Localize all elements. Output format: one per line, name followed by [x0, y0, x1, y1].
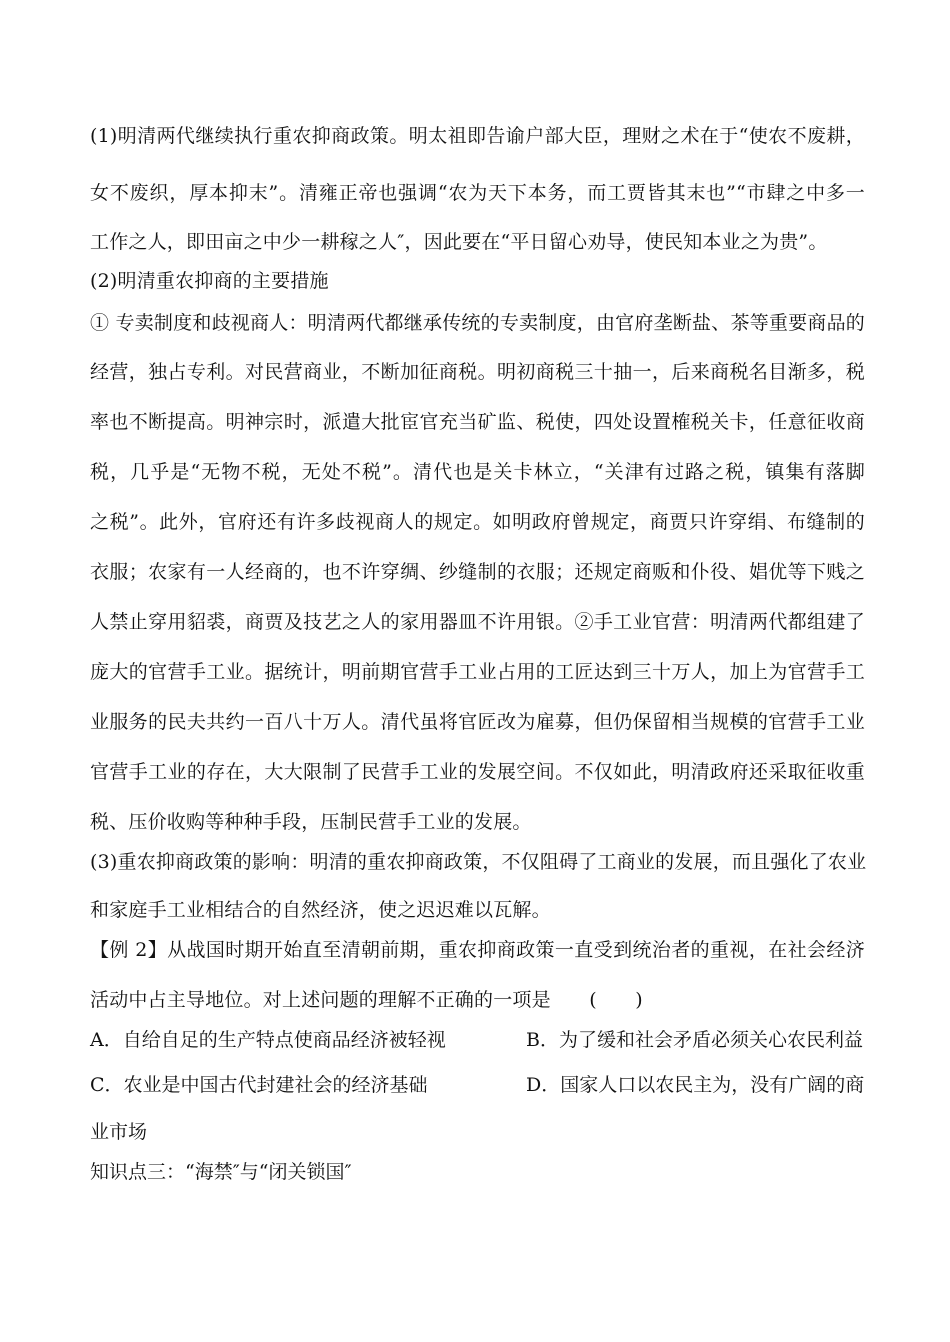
paragraph-line: 经营，独占专利。对民营商业，不断加征商税。明初商税三十抽一，后来商税名目渐多，税	[90, 361, 865, 383]
paragraph-line: 庞大的官营手工业。据统计，明前期官营手工业占用的工匠达到三十万人，加上为官营手工	[90, 661, 865, 683]
option-b: B．为了缓和社会矛盾必须关心农民利益	[526, 1029, 863, 1051]
paragraph-line: 工作之人，即田亩之中少一耕稼之人″，因此要在“平日留心劝导，使民知本业之为贵”。	[90, 231, 828, 253]
example-question-line: 活动中占主导地位。对上述问题的理解不正确的一项是 ( )	[90, 989, 643, 1011]
paragraph-line: 和家庭手工业相结合的自然经济，使之迟迟难以瓦解。	[90, 899, 551, 921]
paragraph-line: ① 专卖制度和歧视商人：明清两代都继承传统的专卖制度，由官府垄断盐、茶等重要商品的	[90, 312, 865, 334]
example-question-line: 【例 2】从战国时期开始直至清朝前期，重农抑商政策一直受到统治者的重视，在社会经济	[90, 939, 865, 961]
section-heading: 知识点三：“海禁″与“闭关锁国″	[90, 1161, 352, 1183]
option-a: A．自给自足的生产特点使商品经济被轻视	[90, 1029, 446, 1051]
paragraph-line: 女不废织，厚本抑末”。清雍正帝也强调“农为天下本务，而工贾皆其末也”“市肆之中多一	[90, 182, 865, 204]
paragraph-line: 人禁止穿用貂裘，商贾及技艺之人的家用器皿不许用银。②手工业官营：明清两代都组建了	[90, 611, 865, 633]
paragraph-line: 业服务的民夫共约一百八十万人。清代虽将官匠改为雇募，但仍保留相当规模的官营手工业	[90, 711, 865, 733]
paragraph-line: 衣服；农家有一人经商的，也不许穿绸、纱缝制的衣服；还规定商贩和仆役、娼优等下贱之	[90, 561, 865, 583]
paragraph-line: 率也不断提高。明神宗时，派遣大批宦官充当矿监、税使，四处设置榷税关卡，任意征收商	[90, 411, 865, 433]
paragraph-line: 官营手工业的存在，大大限制了民营手工业的发展空间。不仅如此，明清政府还采取征收重	[90, 761, 865, 783]
paragraph-line: (3)重农抑商政策的影响：明清的重农抑商政策，不仅阻碍了工商业的发展，而且强化了农业	[90, 851, 867, 873]
option-d: D．国家人口以农民主为，没有广阔的商	[526, 1074, 865, 1096]
section-subheading: (2)明清重农抑商的主要措施	[90, 270, 329, 292]
option-c: C．农业是中国古代封建社会的经济基础	[90, 1074, 428, 1096]
option-d-continuation: 业市场	[90, 1121, 148, 1143]
paragraph-line: 税，几乎是“无物不税，无处不税”。清代也是关卡林立，“关津有过路之税，镇集有落脚	[90, 461, 865, 483]
paragraph-line: 税、压价收购等种种手段，压制民营手工业的发展。	[90, 811, 532, 833]
paragraph-line: (1)明清两代继续执行重农抑商政策。明太祖即告谕户部大臣，理财之术在于“使农不废耕，	[90, 125, 865, 147]
paragraph-line: 之税”。此外，官府还有许多歧视商人的规定。如明政府曾规定，商贾只许穿绢、布缝制的	[90, 511, 865, 533]
